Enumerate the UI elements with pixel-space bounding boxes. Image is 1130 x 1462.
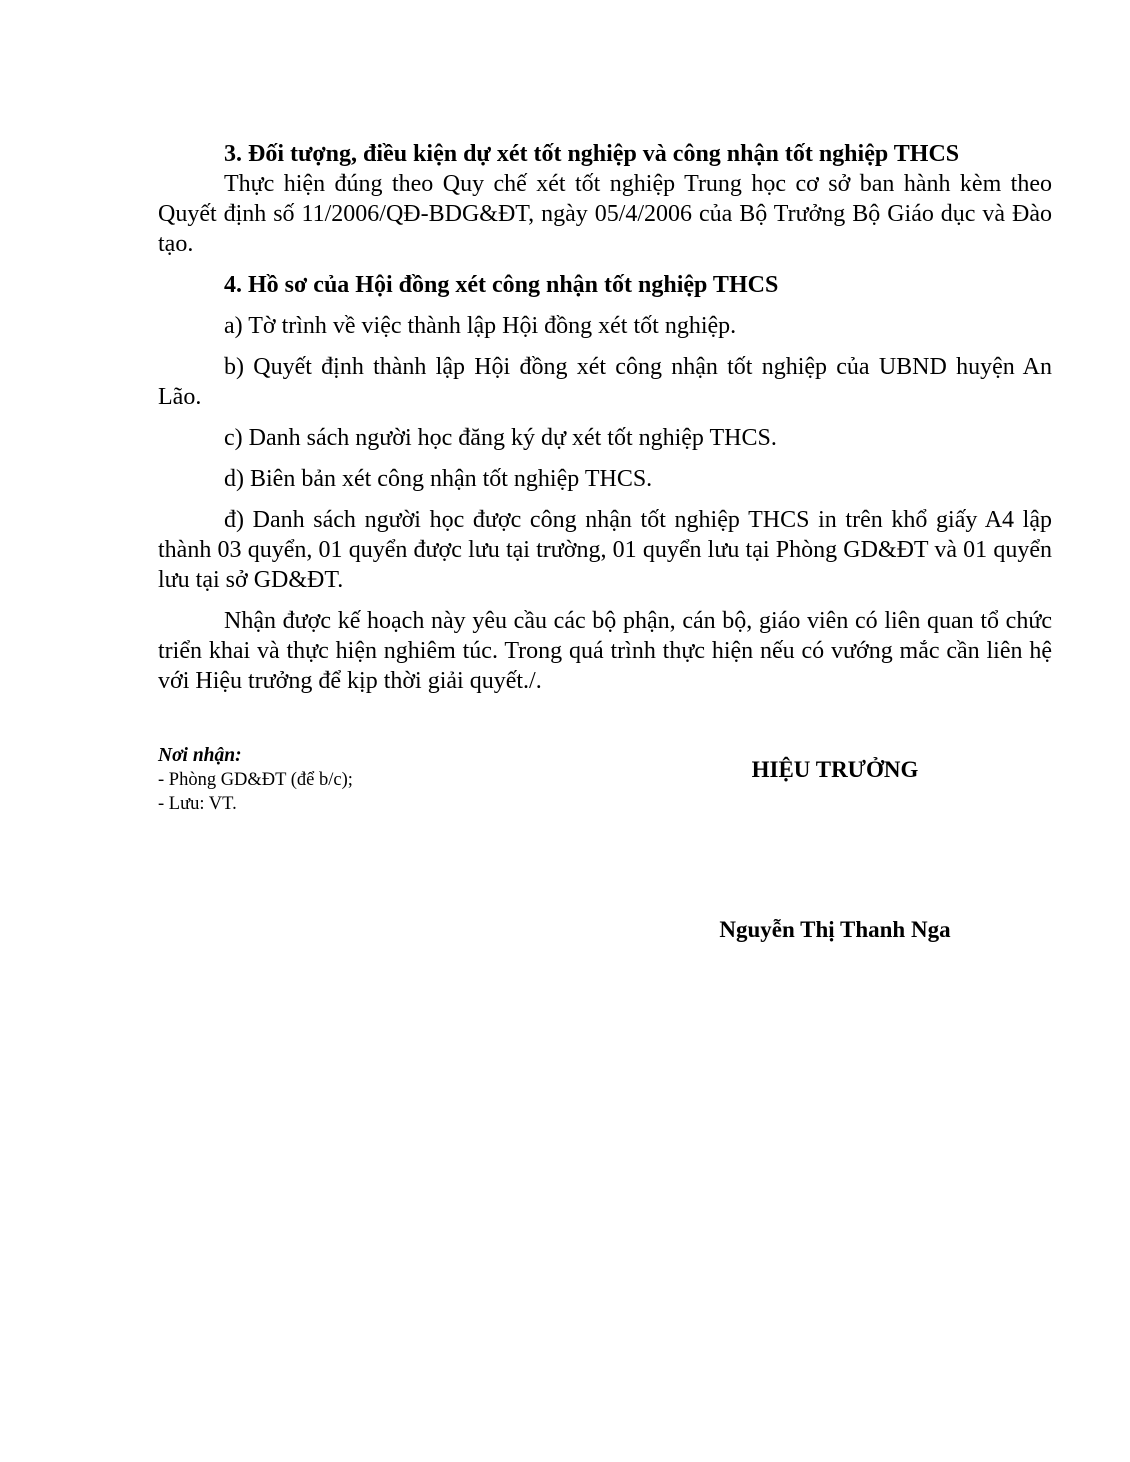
- section-4-item-dd: đ) Danh sách người học được công nhận tốt nghiệp THCS in trên khổ giấy A4 lập thành 03 quyển, 01 quyển được lưu tại trường, 01 quyển lưu tại Phòng GD&ĐT và 01 quyển lưu tại sở GD&ĐT.: [158, 507, 1052, 593]
- closing-paragraph: Nhận được kế hoạch này yêu cầu các bộ phận, cán bộ, giáo viên có liên quan tổ chức triển khai và thực hiện nghiêm túc. Trong quá trình thực hiện nếu có vướng mắc cần liên hệ với Hiệu trưởng để kịp thời giải quyết./.: [158, 608, 1052, 694]
- document-body: [158, 139, 1052, 696]
- section-4-item-b: b) Quyết định thành lập Hội đồng xét công nhận tốt nghiệp của UBND huyện An Lão.: [158, 354, 1052, 410]
- section-3-heading: 3. Đối tượng, điều kiện dự xét tốt nghiệp và công nhận tốt nghiệp THCS: [224, 141, 960, 167]
- recipient-line: - Phòng GD&ĐT (để b/c);: [158, 770, 353, 790]
- signature-name: Nguyễn Thị Thanh Nga: [719, 917, 951, 942]
- recipients-title: Nơi nhận:: [158, 745, 242, 766]
- section-3-paragraph: Thực hiện đúng theo Quy chế xét tốt nghiệp Trung học cơ sở ban hành kèm theo Quyết định số 11/2006/QĐ-BDG&ĐT, ngày 05/4/2006 của Bộ Trưởng Bộ Giáo dục và Đào tạo.: [158, 171, 1052, 257]
- section-4-item-d: d) Biên bản xét công nhận tốt nghiệp THCS.: [224, 466, 653, 492]
- section-4-item-c: c) Danh sách người học đăng ký dự xét tốt nghiệp THCS.: [224, 425, 777, 451]
- recipients-block: [158, 744, 488, 816]
- recipient-line: - Lưu: VT.: [158, 794, 237, 814]
- signature-role: HIỆU TRƯỞNG: [751, 757, 919, 782]
- section-4-heading: 4. Hồ sơ của Hội đồng xét công nhận tốt nghiệp THCS: [224, 272, 779, 298]
- section-4-item-a: a) Tờ trình về việc thành lập Hội đồng xét tốt nghiệp.: [224, 313, 737, 339]
